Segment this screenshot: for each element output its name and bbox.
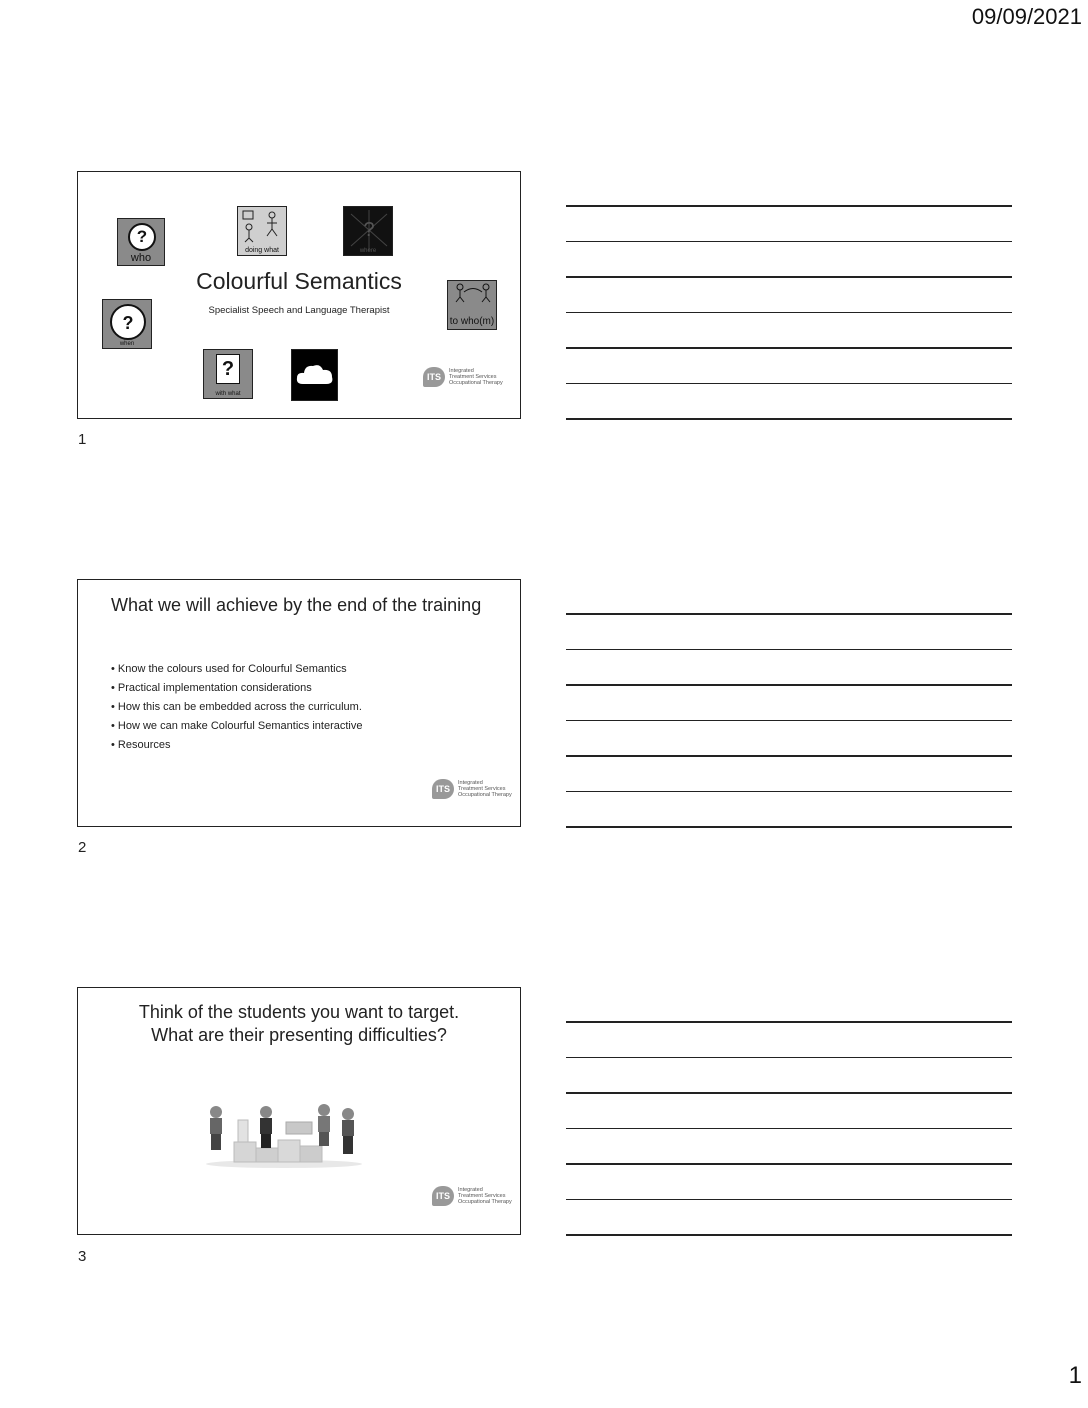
card-label: where	[359, 248, 377, 254]
svg-text:?: ?	[122, 313, 134, 333]
slide-title: Colourful Semantics	[196, 268, 402, 294]
logo-badge: ITS	[432, 779, 454, 799]
logo-line: Integrated	[458, 780, 483, 786]
its-logo	[432, 1186, 512, 1206]
notes-line	[566, 1057, 1012, 1059]
notes-line	[566, 791, 1012, 793]
logo-line: Integrated	[458, 1187, 483, 1193]
its-logo	[432, 779, 512, 799]
notes-line	[566, 826, 1012, 828]
question-head-icon: ?	[128, 223, 156, 251]
people-action-icon	[239, 209, 287, 243]
logo-line: Occupational Therapy	[449, 380, 503, 386]
notes-line	[566, 720, 1012, 722]
slide-subtitle: Specialist Speech and Language Therapist	[208, 305, 390, 316]
cloud-icon	[295, 362, 335, 388]
slide-number: 3	[78, 1248, 87, 1265]
logo-line: Treatment Services	[449, 374, 497, 380]
svg-text:?: ?	[363, 219, 375, 241]
logo-badge: ITS	[432, 1186, 454, 1206]
its-logo	[423, 367, 503, 387]
bullet-list	[111, 663, 362, 758]
notes-line	[566, 418, 1012, 420]
logo-line: Occupational Therapy	[458, 792, 512, 798]
question-location-icon	[345, 208, 393, 252]
card-with-what	[203, 349, 253, 399]
list-item: • Resources	[111, 739, 362, 758]
notes-line	[566, 1234, 1012, 1236]
card-label: who	[130, 252, 152, 264]
card-cloud	[291, 349, 338, 401]
slide-2	[77, 579, 521, 827]
notes-line	[566, 276, 1012, 278]
logo-line: Integrated	[449, 368, 474, 374]
notes-lines	[566, 205, 1012, 454]
notes-line	[566, 1092, 1012, 1094]
slide-title	[78, 1001, 520, 1047]
list-item: • Practical implementation considerations	[111, 682, 362, 701]
notes-lines	[566, 1021, 1012, 1270]
notes-line	[566, 205, 1012, 207]
list-item: • How we can make Colourful Semantics interactive	[111, 720, 362, 739]
notes-line	[566, 1128, 1012, 1130]
lego-figures-image	[204, 1100, 364, 1168]
question-box-icon: ?	[216, 354, 240, 384]
notes-line	[566, 347, 1012, 349]
notes-line	[566, 1163, 1012, 1165]
logo-line: Treatment Services	[458, 1193, 506, 1199]
logo-badge: ITS	[423, 367, 445, 387]
card-label: with what	[215, 391, 241, 397]
card-label: to who(m)	[449, 316, 495, 327]
slide-3	[77, 987, 521, 1235]
title-line: What are their presenting difficulties?	[151, 1025, 447, 1045]
logo-line: Occupational Therapy	[458, 1199, 512, 1205]
notes-line	[566, 1199, 1012, 1201]
slide-number: 2	[78, 839, 87, 856]
card-doing-what	[237, 206, 287, 256]
card-who	[117, 218, 165, 266]
notes-line	[566, 1021, 1012, 1023]
card-label: doing what	[245, 247, 279, 254]
notes-line	[566, 312, 1012, 314]
notes-line	[566, 649, 1012, 651]
notes-line	[566, 383, 1012, 385]
slide-title: What we will achieve by the end of the training	[111, 595, 482, 615]
notes-line	[566, 755, 1012, 757]
list-item: • Know the colours used for Colourful Semantics	[111, 663, 362, 682]
card-label: when	[119, 341, 135, 347]
notes-line	[566, 684, 1012, 686]
list-item: • How this can be embedded across the curriculum.	[111, 701, 362, 720]
notes-line	[566, 241, 1012, 243]
logo-line: Treatment Services	[458, 786, 506, 792]
title-line: Think of the students you want to target.	[138, 1002, 460, 1022]
notes-line	[566, 613, 1012, 615]
card-where	[343, 206, 393, 256]
page-number: 1	[1068, 1362, 1082, 1389]
print-date: 09/09/2021	[971, 4, 1082, 29]
notes-lines	[566, 613, 1012, 862]
slide-number: 1	[78, 431, 87, 448]
slide-1	[77, 171, 521, 419]
